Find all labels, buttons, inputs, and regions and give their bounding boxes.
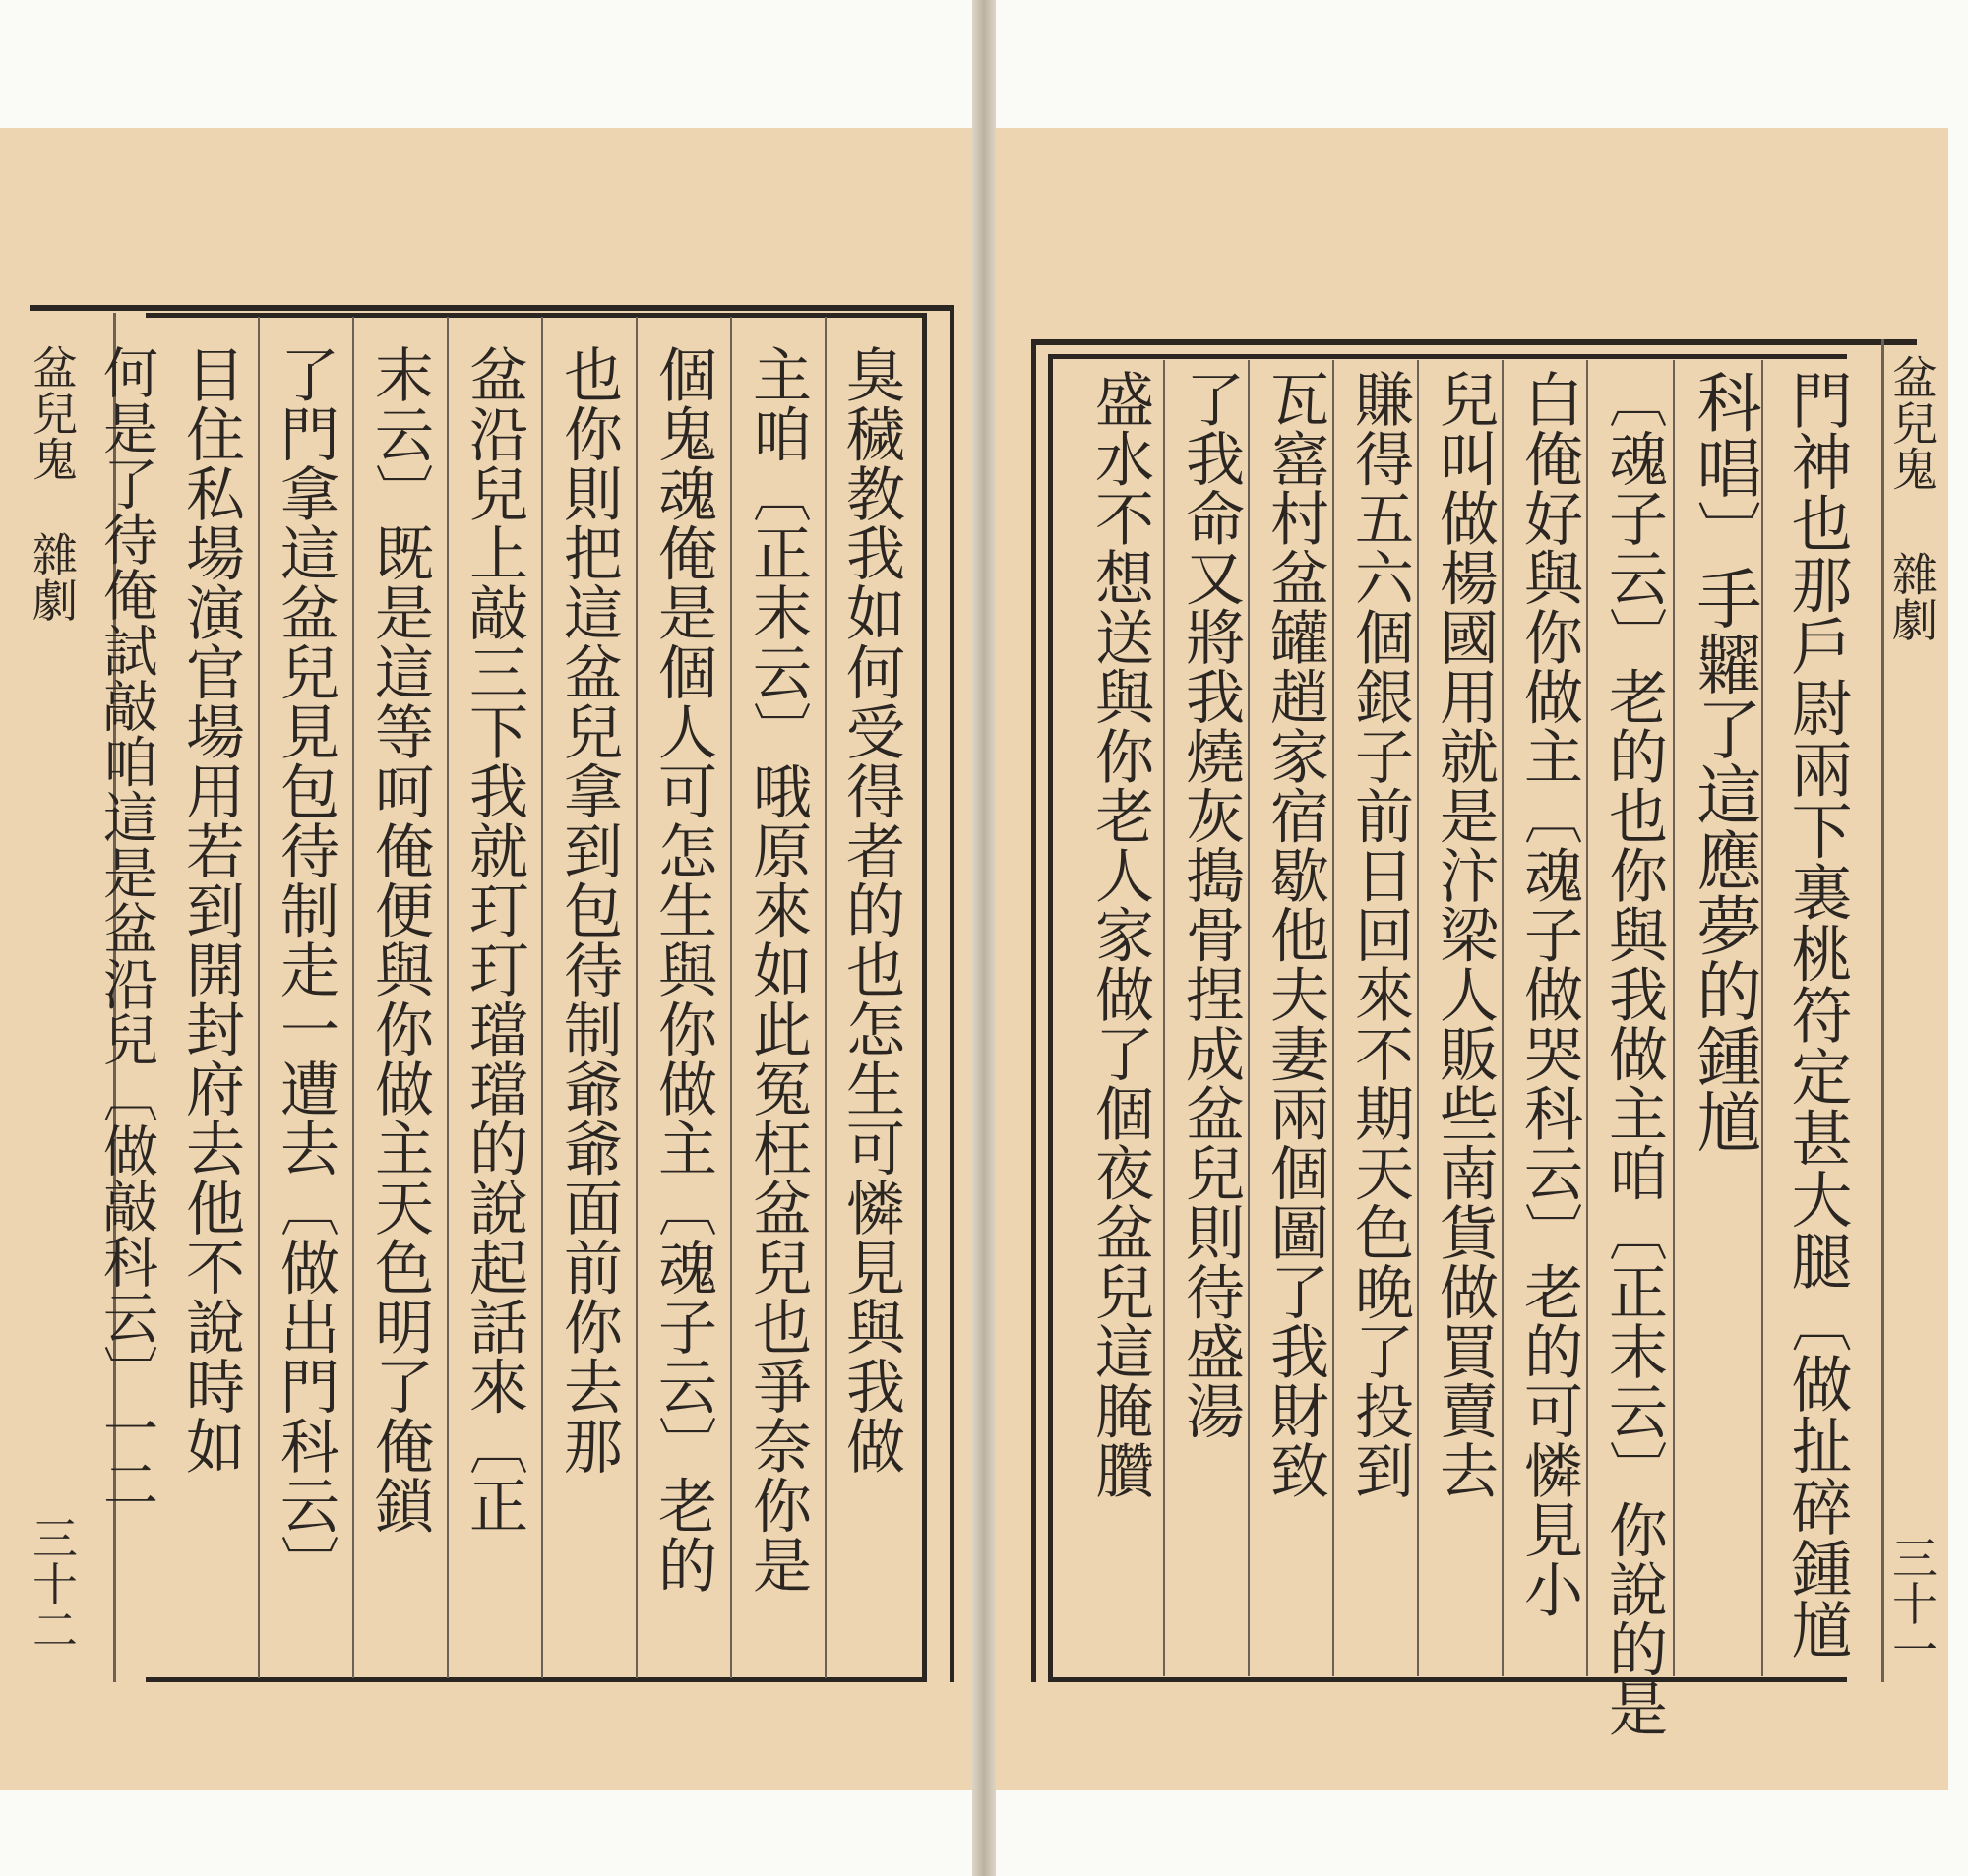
book-gutter xyxy=(972,0,996,1876)
left-column-5: 盆沿兒上敲三下我就玎玎璫璫的說起話來〔正 xyxy=(460,344,528,1535)
left-column-4: 也你則把這盆兒拿到包待制爺爺面前你去那 xyxy=(554,344,623,1476)
left-margin-folio: 三十二 xyxy=(26,1515,79,1653)
left-margin-title: 盆兒鬼 xyxy=(26,344,79,482)
right-column-3: 〔魂子云〕老的也你與我做主咱〔正末云〕你說的是 xyxy=(1599,369,1668,1738)
left-column-3: 個鬼魂俺是個人可怎生與你做主〔魂子云〕老的 xyxy=(648,344,717,1595)
right-margin-title: 盆兒鬼 xyxy=(1885,354,1938,492)
right-outer-border xyxy=(1031,339,1036,1682)
left-column-7: 了門拿這盆兒見包待制走一遭去〔做出門科云〕 xyxy=(271,344,339,1595)
right-column-4: 白俺好與你做主〔魂子做哭科云〕老的可憐見小 xyxy=(1514,369,1583,1619)
left-top-border xyxy=(30,305,954,311)
right-page xyxy=(984,0,1968,1876)
left-column-6: 末云〕既是這等呵俺便與你做主天色明了俺鎖 xyxy=(365,344,434,1535)
right-column-7: 瓦窰村盆罐趙家宿歇他夫妻兩個圖了我財致 xyxy=(1261,369,1329,1500)
right-column-1: 門神也那戶尉兩下裏桃符定甚大腿〔做扯碎鍾馗 xyxy=(1781,369,1853,1661)
left-column-2: 主咱〔正末云〕哦原來如此冤枉盆兒也爭奈你是 xyxy=(743,344,812,1595)
right-column-6: 賺得五六個銀子前日回來不期天色晚了投到 xyxy=(1345,369,1414,1500)
left-margin-section: 雜劇 xyxy=(26,531,79,623)
right-column-2: 科唱〕手糶了這應夢的鍾馗 xyxy=(1686,369,1761,1154)
right-margin-folio: 三十一 xyxy=(1885,1535,1938,1672)
right-column-5: 兒叫做楊國用就是汴梁人販些南貨做買賣去 xyxy=(1430,369,1499,1500)
right-banxin-line xyxy=(1881,339,1884,1682)
right-top-border xyxy=(1031,339,1917,345)
left-outer-border xyxy=(950,305,954,1682)
left-column-9: 何是了待俺試敲咱這是盆沿兒〔做敲科云〕一二 xyxy=(94,344,158,1512)
left-column-8: 目住私場演官場用若到開封府去他不說時如 xyxy=(176,344,245,1476)
right-column-9: 盛水不想送與你老人家做了個夜盆兒這腌臢 xyxy=(1085,369,1154,1500)
right-column-8: 了我命又將我燒灰搗骨捏成盆兒則待盛湯 xyxy=(1176,369,1245,1440)
right-margin-section: 雜劇 xyxy=(1885,551,1938,642)
left-column-1: 臭穢教我如何受得者的也怎生可憐見與我做 xyxy=(836,344,905,1476)
